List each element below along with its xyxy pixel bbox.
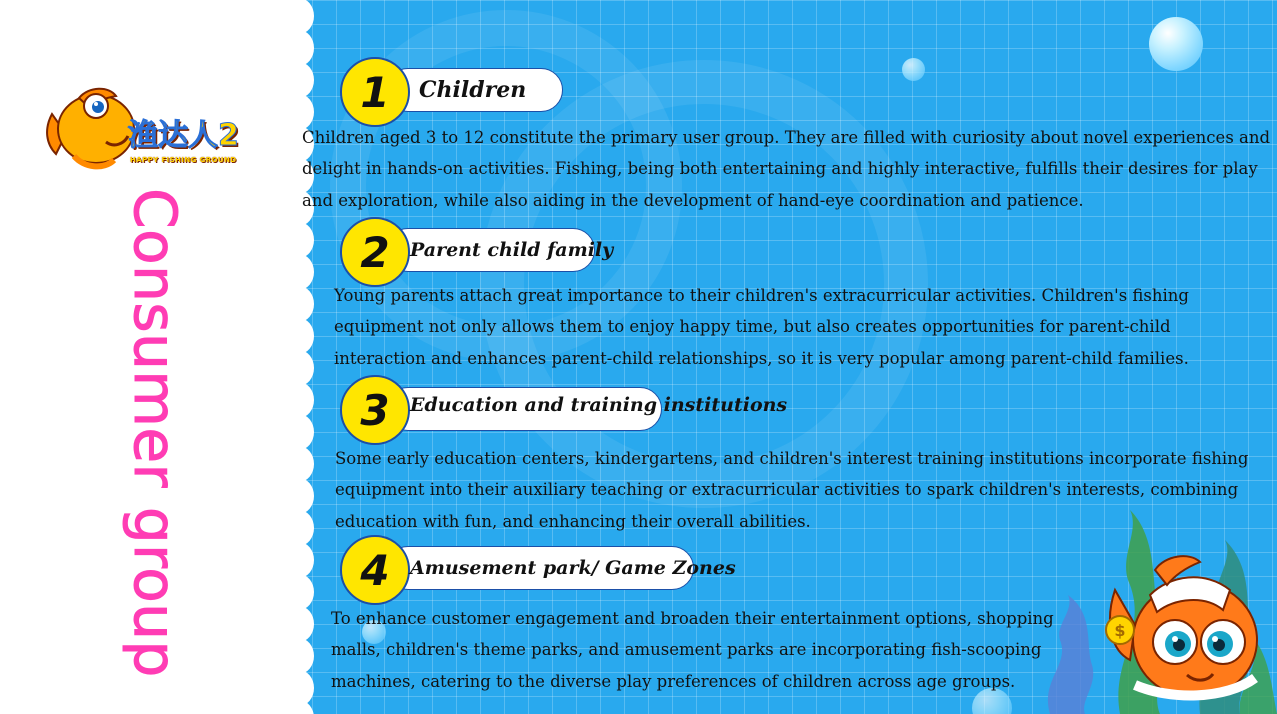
section-4-number-badge: 4 xyxy=(340,535,410,605)
section-2-paragraph: Young parents attach great importance to their children's extracurricular activities. Children's fishing equipment not only allows them to enjoy happy time, but also creates opportunities for parent-child interaction and enhances parent-child relationships, so it is very popular among parent-child families. xyxy=(334,286,1189,368)
goldfish-mascot-icon xyxy=(44,84,139,174)
logo-subtitle: HAPPY FISHING GROUND xyxy=(130,156,237,164)
section-2-number-badge: 2 xyxy=(340,217,410,287)
section-3-number-badge: 3 xyxy=(340,375,410,445)
clownfish-mascot-icon xyxy=(1095,550,1265,705)
section-3-heading: Education and training institutions xyxy=(410,394,788,416)
logo-chinese-title: 渔达人2 xyxy=(128,118,239,153)
sidebar-scalloped-edge xyxy=(284,0,314,714)
section-4-heading: Amusement park/ Game Zones xyxy=(410,557,736,579)
bubble-icon xyxy=(902,58,925,81)
svg-text:$: $ xyxy=(1114,621,1126,640)
section-1-number-badge: 1 xyxy=(340,57,410,127)
section-4-paragraph: To enhance customer engagement and broaden their entertainment options, shopping malls, children's theme parks, and amusement parks are incorporating fish-scooping machines, catering to the diverse play preferences of children across age groups. xyxy=(331,609,1054,691)
section-3-paragraph: Some early education centers, kindergartens, and children's interest training institutions incorporate fishing equipment into their auxiliary teaching or extracurricular activities to spark children's interests, combining education with fun, and enhancing their overall abilities. xyxy=(335,449,1249,531)
section-1-heading: Children xyxy=(419,77,527,103)
section-2-heading: Parent child family xyxy=(410,239,614,261)
page-title: Consumer group xyxy=(121,188,189,678)
section-1-paragraph: Children aged 3 to 12 constitute the primary user group. They are filled with curiosity about novel experiences and delight in hands-on activities. Fishing, being both entertaining and highly interactive, fulfills their desires for play and exploration, while also aiding in the development of hand-eye coordination and patience. xyxy=(302,128,1271,210)
bubble-icon xyxy=(1149,17,1203,71)
